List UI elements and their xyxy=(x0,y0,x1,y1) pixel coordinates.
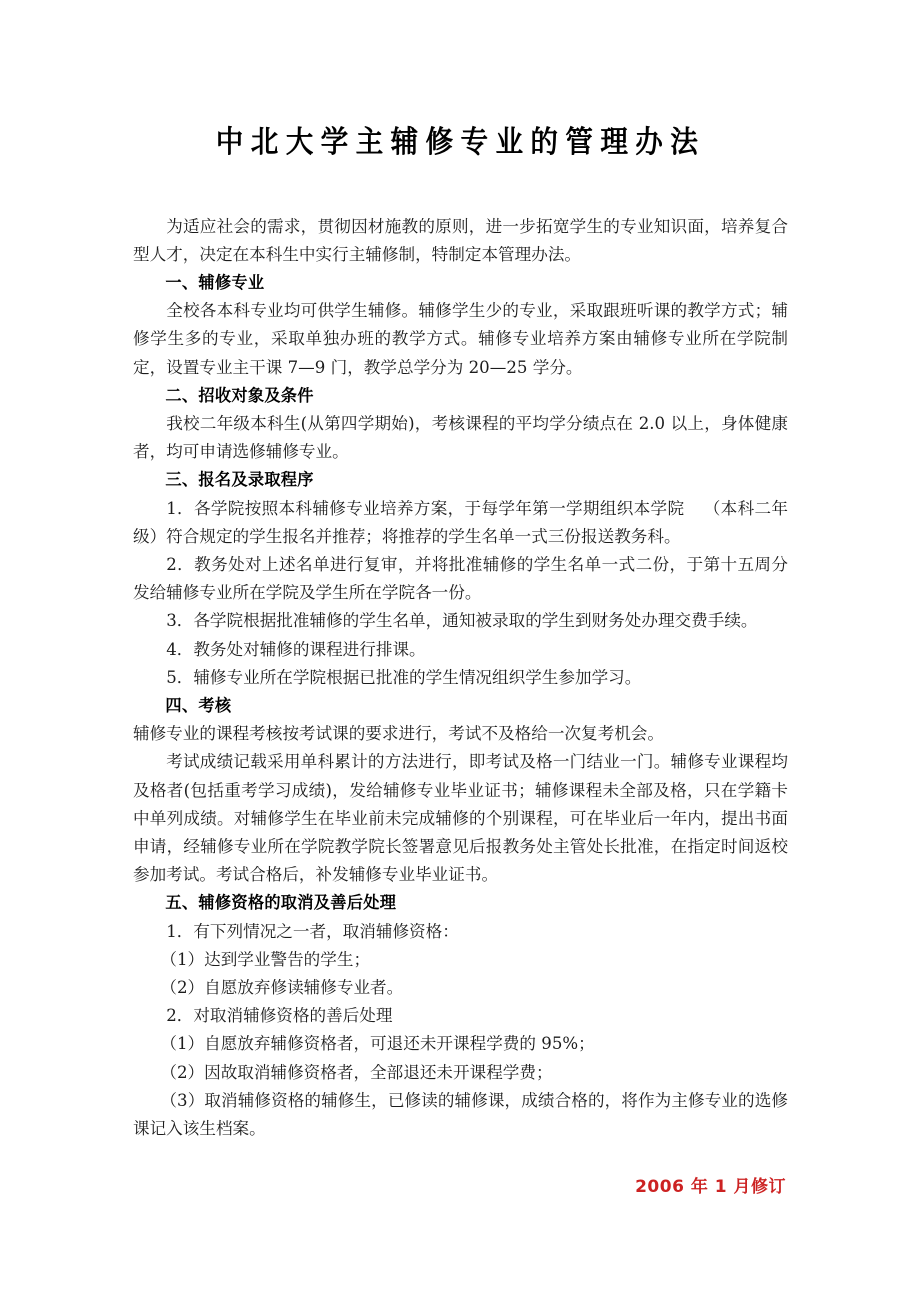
section-4-paragraph-2: 考试成绩记载采用单科累计的方法进行，即考试及格一门结业一门。辅修专业课程均及格者(包括重考学习成绩)，发给辅修专业毕业证书；辅修课程未全部及格，只在学籍卡中单列成绩。对辅修学生在毕业前未完成辅修的个别课程，可在毕业后一年内，提出书面申请，经辅修专业所在学院教学院长签署意见后报教务处主管处长批准，在指定时间返校参加考试。考试合格后，补发辅修专业毕业证书。 xyxy=(133,752,788,885)
section-3-item-1-part-a: 1．各学院按照本科辅修专业培养方案，于每学年第一学期组织本学院 xyxy=(166,498,685,518)
section-1-paragraph-1: 全校各本科专业均可供学生辅修。辅修学生少的专业，采取跟班听课的教学方式；辅修学生多的专业，采取单独办班的教学方式。辅修专业培养方案由辅修专业所在学院制定，设置专业主干课 7—9 门，教学总学分为 20—25 学分。 xyxy=(133,301,788,377)
section-5-item-1-sub-2: （2）自愿放弃修读辅修专业者。 xyxy=(160,977,404,997)
section-3-item-1-part-b: （本科二年级）符合规定的学生报名并推荐；将推荐的学生名单一式三份报送教务科。 xyxy=(133,498,789,546)
section-5-item-2-sub-3: （3）取消辅修资格的辅修生，已修读的辅修课，成绩合格的，将作为主修专业的选修课记入该生档案。 xyxy=(133,1090,788,1138)
page-title: 中北大学主辅修专业的管理办法 xyxy=(215,125,706,160)
section-3-item-5: 5．辅修专业所在学院根据已批准的学生情况组织学生参加学习。 xyxy=(166,667,642,687)
section-heading-3: 三、报名及录取程序 xyxy=(165,470,314,490)
section-5-item-1: 1．有下列情况之一者，取消辅修资格： xyxy=(166,921,459,941)
revision-date-stamp: 2006 年 1 月修订 xyxy=(635,1177,786,1198)
section-heading-1: 一、辅修专业 xyxy=(165,272,265,292)
section-5-item-2-sub-1: （1）自愿放弃辅修资格者，可退还未开课程学费的 95%； xyxy=(160,1034,595,1054)
section-heading-5: 五、辅修资格的取消及善后处理 xyxy=(165,893,397,913)
preamble-paragraph: 为适应社会的需求，贯彻因材施教的原则，进一步拓宽学生的专业知识面，培养复合型人才，决定在本科生中实行主辅修制，特制定本管理办法。 xyxy=(133,216,788,264)
section-3-item-3: 3．各学院根据批准辅修的学生名单，通知被录取的学生到财务处办理交费手续。 xyxy=(166,611,758,631)
document-body xyxy=(133,108,788,1201)
section-5-item-2-sub-2: （2）因故取消辅修资格者，全部退还未开课程学费； xyxy=(160,1062,553,1082)
section-5-item-1-sub-1: （1）达到学业警告的学生； xyxy=(160,949,371,969)
section-5-item-2: 2．对取消辅修资格的善后处理 xyxy=(166,1006,393,1026)
section-heading-2: 二、招收对象及条件 xyxy=(165,385,314,405)
section-3-item-2: 2．教务处对上述名单进行复审，并将批准辅修的学生名单一式二份，于第十五周分发给辅修专业所在学院及学生所在学院各一份。 xyxy=(133,554,788,603)
section-3-item-1 xyxy=(133,495,788,551)
section-3-item-4: 4．教务处对辅修的课程进行排课。 xyxy=(166,639,426,659)
section-2-paragraph-1: 我校二年级本科生(从第四学期始)，考核课程的平均学分绩点在 2.0 以上，身体健康者，均可申请选修辅修专业。 xyxy=(133,413,788,462)
title-spacer xyxy=(133,161,788,213)
section-4-paragraph-1: 辅修专业的课程考核按考试课的要求进行，考试不及格给一次复考机会。 xyxy=(133,724,664,744)
section-heading-4: 四、考核 xyxy=(165,695,232,715)
